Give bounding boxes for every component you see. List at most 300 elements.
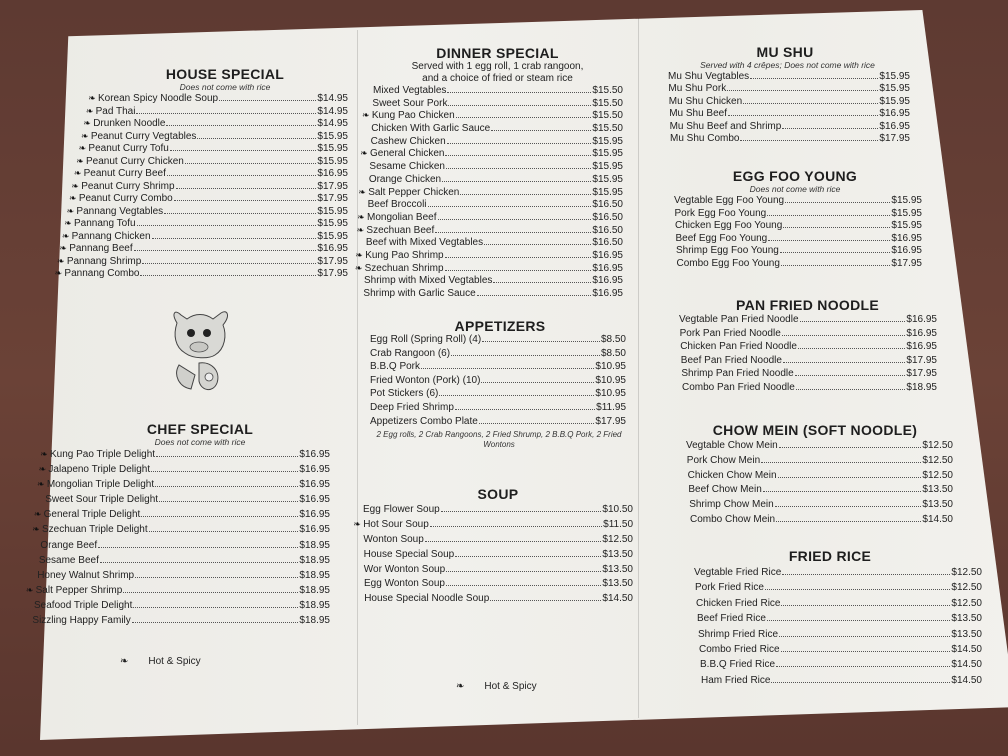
menu-item-name: House Special Soup <box>363 548 455 560</box>
menu-item <box>356 199 623 212</box>
fried-rice-list <box>694 567 982 690</box>
menu-item-price: $16.95 <box>592 262 623 274</box>
menu-item-name: Fried Wonton (Pork) (10) <box>370 374 481 386</box>
dot-leader <box>445 257 592 258</box>
dinner-special-description-line1: Served with 1 egg roll, 1 crab rangoon, <box>411 61 584 72</box>
dot-leader <box>795 375 906 376</box>
dot-leader <box>98 547 298 548</box>
menu-item <box>675 220 922 233</box>
menu-item-name: Sesame Beef <box>38 554 99 566</box>
menu-item-price: $15.95 <box>592 186 623 198</box>
menu-item-price: $18.95 <box>299 539 330 551</box>
dot-leader <box>767 620 950 621</box>
menu-item-name: Szechuan Shrimp <box>364 262 444 274</box>
hot-spicy-icon: ❧ <box>54 268 63 278</box>
menu-item-price: $18.95 <box>299 554 330 566</box>
dot-leader <box>445 155 591 156</box>
chef-special-list <box>25 449 330 630</box>
menu-item <box>674 195 922 208</box>
dot-leader <box>776 666 950 667</box>
menu-item-name: Peanut Curry Shrimp <box>81 180 175 192</box>
hot-spicy-icon: ❧ <box>354 262 363 273</box>
menu-item-name: Ham Fried Rice <box>701 674 771 686</box>
menu-item-name: Chicken Fried Rice <box>696 597 781 609</box>
menu-item <box>36 464 330 479</box>
menu-item-price: $8.50 <box>600 334 626 345</box>
hot-spicy-icon: ❧ <box>38 464 47 475</box>
dot-leader <box>164 213 316 214</box>
egg-foo-young-list <box>674 195 922 271</box>
menu-item-price: $16.95 <box>906 314 937 325</box>
menu-item-name: Chicken With Garlic Sauce <box>371 123 491 135</box>
dot-leader <box>796 389 906 390</box>
menu-item-name: Egg Wonton Soup <box>364 578 445 590</box>
menu-item-price: $16.95 <box>879 108 910 120</box>
pan-fried-noodle-title: PAN FRIED NOODLE <box>736 297 879 313</box>
dot-leader <box>435 232 591 233</box>
menu-item <box>370 416 626 430</box>
menu-item <box>668 71 910 83</box>
menu-item-name: Combo Fried Rice <box>699 643 780 655</box>
menu-item-name: Sesame Chicken <box>369 161 445 173</box>
menu-item-price: $14.95 <box>317 93 348 104</box>
hot-spicy-icon: ❧ <box>78 143 87 153</box>
menu-item-price: $15.95 <box>891 220 922 232</box>
menu-item-price: $16.95 <box>299 524 330 536</box>
menu-item <box>52 268 348 281</box>
menu-item-price: $18.95 <box>906 381 937 393</box>
dot-leader <box>170 150 317 151</box>
menu-item-name: Egg Flower Soup <box>363 504 440 515</box>
dot-leader <box>743 103 878 104</box>
dot-leader <box>141 516 298 517</box>
hot-spicy-icon: ❧ <box>357 211 365 222</box>
menu-item-price: $14.50 <box>922 513 953 525</box>
menu-item <box>81 118 348 131</box>
menu-item-price: $16.95 <box>299 509 330 521</box>
menu-item-name: Szechuan Beef <box>366 224 435 236</box>
menu-item-price: $13.50 <box>602 548 633 560</box>
soup-title: SOUP <box>477 486 519 502</box>
menu-item <box>370 334 626 348</box>
menu-item-name: Kung Pao Chicken <box>371 110 455 122</box>
menu-item <box>675 208 923 221</box>
menu-item-price: $16.95 <box>299 449 330 460</box>
hot-spicy-icon: ❧ <box>40 449 48 459</box>
chow-mein-list <box>686 440 953 529</box>
dot-leader <box>156 456 298 457</box>
menu-item <box>370 402 626 416</box>
menu-item <box>25 570 330 585</box>
dot-leader <box>768 240 890 241</box>
menu-item-price: $10.95 <box>595 388 626 400</box>
menu-item-price: $14.50 <box>951 643 982 655</box>
menu-item-name: Beef Broccoli <box>367 199 427 211</box>
dot-leader <box>455 409 595 410</box>
house-special-subtitle: Does not come with rice <box>179 82 271 92</box>
dot-leader <box>785 202 890 203</box>
hot-spicy-icon: ❧ <box>37 479 45 490</box>
menu-item-price: $11.95 <box>596 401 626 413</box>
menu-item <box>670 133 910 145</box>
menu-item-price: $15.50 <box>592 97 623 109</box>
menu-item <box>670 121 910 133</box>
mu-shu-list <box>668 71 910 145</box>
menu-item-name: Chicken Chow Mein <box>687 469 777 481</box>
hot-spicy-icon: ❧ <box>64 218 72 228</box>
dot-leader <box>446 571 601 572</box>
dot-leader <box>798 348 905 349</box>
dot-leader <box>779 447 922 448</box>
menu-item-name: Mu Shu Combo <box>670 132 740 144</box>
dot-leader <box>776 521 921 522</box>
menu-item <box>76 143 348 156</box>
menu-item <box>676 233 923 246</box>
hot-spicy-icon: ❧ <box>81 130 89 141</box>
hot-spicy-icon: ❧ <box>88 93 96 103</box>
menu-item-price: $18.95 <box>299 584 330 596</box>
soup-list <box>351 504 633 608</box>
menu-item-price: $15.95 <box>879 95 910 107</box>
menu-item <box>676 245 922 258</box>
dot-leader <box>781 605 950 606</box>
menu-item-name: Seafood Triple Delight <box>34 599 133 611</box>
menu-item-name: Shrimp Fried Rice <box>698 628 779 640</box>
menu-item-name: Honey Walnut Shrimp <box>37 569 135 581</box>
menu-item <box>30 524 330 539</box>
menu-item-price: $16.95 <box>879 120 910 132</box>
menu-item <box>353 263 623 276</box>
menu-item-price: $12.50 <box>922 454 953 466</box>
fold-line-left <box>357 30 358 725</box>
menu-item <box>354 237 623 250</box>
menu-item-price: $18.95 <box>299 569 330 581</box>
dot-leader <box>100 562 299 563</box>
hot-spicy-icon: ❧ <box>71 180 79 191</box>
menu-item <box>700 659 982 674</box>
dot-leader <box>421 368 594 369</box>
dot-leader <box>176 188 317 189</box>
menu-item <box>35 479 330 494</box>
menu-item-price: $15.50 <box>592 123 623 135</box>
menu-item <box>57 243 348 256</box>
menu-item <box>680 328 937 342</box>
menu-item-name: Hot Sour Soup <box>363 518 429 530</box>
menu-item <box>694 567 982 582</box>
menu-item-price: $16.50 <box>592 211 623 223</box>
menu-item-price: $17.95 <box>879 132 910 144</box>
chef-special-subtitle: Does not come with rice <box>154 437 246 447</box>
appetizers-combo-note <box>365 430 633 450</box>
hot-spicy-icon: ❧ <box>360 148 368 159</box>
dot-leader <box>447 92 591 93</box>
menu-item <box>86 93 348 106</box>
menu-item <box>351 504 633 519</box>
dot-leader <box>439 395 594 396</box>
dot-leader <box>761 462 921 463</box>
menu-item-name: Salt Pepper Shrimp <box>35 584 123 596</box>
menu-item-price: $16.95 <box>299 479 330 491</box>
mu-shu-title: MU SHU <box>756 44 814 60</box>
menu-item-price: $12.50 <box>602 533 633 545</box>
menu-item <box>351 534 633 549</box>
menu-item-name: General Triple Delight <box>43 509 141 521</box>
menu-item <box>681 355 937 369</box>
menu-item <box>352 593 633 608</box>
dot-leader <box>136 113 316 114</box>
appetizers-title: APPETIZERS <box>454 318 546 334</box>
dinner-special-description-line2: and a choice of fried or steam rice <box>422 73 573 84</box>
menu-item-name: Pannang Combo <box>64 268 140 279</box>
menu-item <box>354 225 623 238</box>
menu-item <box>680 341 937 355</box>
menu-item <box>682 382 937 396</box>
menu-item-price: $14.50 <box>951 674 982 686</box>
menu-item-price: $15.95 <box>592 148 623 160</box>
dot-leader <box>425 541 602 542</box>
menu-item <box>352 564 633 579</box>
dot-leader <box>781 651 951 652</box>
menu-item <box>67 193 348 206</box>
chef-special-title: CHEF SPECIAL <box>146 421 254 437</box>
menu-item-price: $15.95 <box>592 161 623 173</box>
hot-spicy-icon: ❧ <box>85 105 94 116</box>
dot-leader <box>155 486 298 487</box>
menu-item-name: Beef Fried Rice <box>697 613 766 625</box>
menu-item-name: Szechuan Triple Delight <box>42 524 148 536</box>
menu-item <box>55 256 348 269</box>
dot-leader <box>442 181 591 182</box>
menu-item-price: $15.95 <box>592 135 623 147</box>
menu-item-price: $16.95 <box>592 249 623 261</box>
dot-leader <box>159 501 298 502</box>
menu-item <box>688 470 953 485</box>
menu-item-name: Sweet Sour Triple Delight <box>45 494 159 506</box>
menu-item-price: $13.50 <box>951 613 982 625</box>
menu-item-price: $17.95 <box>906 368 937 380</box>
menu-item <box>679 314 937 328</box>
dot-leader <box>765 589 951 590</box>
menu-item-name: Kung Pao Triple Delight <box>50 449 156 460</box>
menu-item-name: Mu Shu Chicken <box>668 95 743 107</box>
menu-item-name: Mu Shu Beef <box>669 108 727 120</box>
menu-item <box>361 85 623 98</box>
bull-mascot-illustration <box>165 305 235 395</box>
dot-leader <box>782 335 906 336</box>
hot-spicy-icon: ❧ <box>61 230 70 241</box>
menu-item-name: Orange Beef <box>40 539 98 551</box>
menu-item <box>64 206 348 219</box>
menu-item-name: Shrimp Pan Fried Noodle <box>681 368 794 380</box>
dot-leader <box>782 128 878 129</box>
dot-leader <box>778 477 922 478</box>
appetizers-combo-note-line1: 2 Egg rolls, 2 Crab Rangoons, 2 Fried Shrump, 2 B.B.Q Pork, 2 Fried <box>376 430 622 439</box>
menu-item-price: $13.50 <box>922 499 953 511</box>
menu-item-price: $17.95 <box>317 255 348 267</box>
menu-item-name: Pannang Tofu <box>74 218 136 229</box>
dot-leader <box>451 355 600 356</box>
menu-item-name: Shrimp Chow Mein <box>689 499 774 511</box>
menu-item <box>357 161 623 174</box>
hot-spicy-icon: ❧ <box>59 243 67 253</box>
dot-leader <box>460 194 591 195</box>
menu-item-name: Vegtable Egg Foo Young <box>674 195 785 206</box>
menu-item-name: Pork Fried Rice <box>695 582 764 594</box>
menu-item-price: $15.95 <box>891 195 922 206</box>
menu-item-price: $15.95 <box>317 218 348 229</box>
menu-item-price: $13.50 <box>951 628 982 640</box>
menu-item <box>358 148 623 161</box>
dot-leader <box>740 140 878 141</box>
egg-foo-young-subtitle: Does not come with rice <box>749 184 841 194</box>
hot-spicy-icon: ❧ <box>362 110 370 121</box>
dot-leader <box>132 622 299 623</box>
dot-leader <box>477 295 592 296</box>
menu-item-name: Vegtable Chow Mein <box>686 440 778 451</box>
menu-item-name: Deep Fried Shrimp <box>370 401 454 413</box>
menu-item-price: $18.95 <box>299 615 330 627</box>
dot-leader <box>123 592 298 593</box>
menu-item-name: Peanut Curry Tofu <box>88 143 169 154</box>
menu-item <box>20 615 330 630</box>
menu-item <box>698 629 982 644</box>
hot-spicy-icon: ❧ <box>33 509 42 520</box>
menu-item-price: $15.95 <box>317 143 348 154</box>
hot-spicy-icon: ❧ <box>355 249 363 260</box>
dot-leader <box>448 105 591 106</box>
menu-item-price: $16.95 <box>317 243 348 254</box>
dot-leader <box>455 556 601 557</box>
menu-item <box>357 174 623 187</box>
menu-item-name: General Chicken <box>370 148 445 160</box>
menu-item-name: Combo Egg Foo Young <box>676 257 780 269</box>
menu-item-name: Shrimp with Garlic Sauce <box>363 288 476 299</box>
pan-fried-noodle-list <box>679 314 937 396</box>
menu-item-price: $15.50 <box>592 85 623 96</box>
menu-item-price: $17.95 <box>317 180 348 192</box>
menu-item-name: Salt Pepper Chicken <box>368 186 460 198</box>
menu-item-price: $15.95 <box>879 71 910 82</box>
dot-leader <box>484 244 591 245</box>
menu-item-name: House Special Noodle Soup <box>364 593 490 605</box>
menu-item-name: Crab Rangoon (6) <box>370 347 451 359</box>
dinner-special-list <box>354 85 623 301</box>
dot-leader <box>447 143 592 144</box>
menu-item-name: Peanut Curry Combo <box>78 193 173 204</box>
menu-item-price: $12.50 <box>922 440 953 451</box>
appetizers-combo-note-line2: Wontons <box>483 440 515 449</box>
menu-item-name: Mongolian Beef <box>367 211 437 223</box>
menu-item-price: $16.95 <box>891 245 922 257</box>
menu-item-name: Pannang Vegtables <box>76 205 164 217</box>
menu-item-price: $10.95 <box>595 374 626 386</box>
menu-item-name: Pad Thai <box>95 105 136 117</box>
dot-leader <box>134 250 317 251</box>
dot-leader <box>779 636 950 637</box>
menu-item-price: $16.95 <box>299 464 330 476</box>
menu-item-price: $15.95 <box>317 230 348 242</box>
dot-leader <box>783 362 905 363</box>
dot-leader <box>783 227 890 228</box>
menu-item <box>352 549 633 564</box>
menu-item-name: Pannang Shrimp <box>66 255 142 267</box>
menu-item-name: Peanut Curry Vegtables <box>90 130 197 142</box>
menu-item-name: Pannang Beef <box>69 243 133 254</box>
menu-item <box>360 110 623 123</box>
menu-item-name: Kung Pao Shrimp <box>365 249 444 261</box>
menu-item-name: Peanut Curry Chicken <box>86 155 184 167</box>
hot-spicy-icon: ❧ <box>69 193 77 203</box>
hot-spicy-legend-label-middle: Hot & Spicy <box>484 681 537 692</box>
menu-item-name: Pork Chow Mein <box>686 454 761 466</box>
menu-item-name: Egg Roll (Spring Roll) (4) <box>370 334 482 345</box>
menu-item-price: $16.95 <box>299 494 330 506</box>
menu-item-name: Korean Spicy Noodle Soup <box>98 93 219 104</box>
menu-item-name: Beef with Mixed Vegtables <box>365 237 484 249</box>
menu-item <box>697 613 982 628</box>
menu-item <box>687 455 953 470</box>
menu-item-name: Beef Egg Foo Young <box>675 232 768 244</box>
menu-item-price: $18.95 <box>299 599 330 611</box>
menu-item-price: $15.95 <box>879 83 910 95</box>
dot-leader <box>219 100 316 101</box>
menu-item-price: $15.95 <box>317 205 348 217</box>
menu-item-name: Cashew Chicken <box>370 135 446 147</box>
dot-leader <box>456 117 592 118</box>
menu-item-price: $16.50 <box>592 224 623 236</box>
menu-item-price: $16.95 <box>317 168 348 179</box>
menu-item-price: $17.95 <box>317 193 348 204</box>
menu-item-price: $14.95 <box>317 118 348 129</box>
menu-item-name: Sizzling Happy Family <box>32 615 131 627</box>
menu-item-price: $17.95 <box>595 415 626 427</box>
dot-leader <box>430 526 602 527</box>
fried-rice-title: FRIED RICE <box>788 548 872 564</box>
menu-item-price: $14.95 <box>317 105 348 117</box>
menu-item-price: $16.95 <box>906 341 937 353</box>
menu-item-name: Beef Pan Fried Noodle <box>680 354 782 366</box>
dot-leader <box>491 130 591 131</box>
menu-item <box>681 368 937 382</box>
menu-item-price: $16.95 <box>592 275 623 287</box>
menu-item <box>69 181 348 194</box>
menu-item <box>370 348 626 362</box>
menu-item-price: $15.95 <box>592 173 623 185</box>
menu-item <box>701 675 982 690</box>
menu-item-name: Beef Chow Mein <box>688 484 762 496</box>
menu-item-name: B.B.Q Fried Rice <box>700 659 776 671</box>
dot-leader <box>133 607 298 608</box>
menu-item-price: $17.95 <box>317 268 348 279</box>
menu-item-price: $14.50 <box>602 593 633 605</box>
menu-item <box>668 83 910 95</box>
dot-leader <box>152 238 317 239</box>
menu-item <box>690 514 953 529</box>
menu-item <box>370 388 626 402</box>
menu-item <box>74 156 348 169</box>
menu-item-price: $10.50 <box>602 504 633 515</box>
dot-leader <box>767 215 890 216</box>
dot-leader <box>137 225 317 226</box>
menu-item-name: Chicken Egg Foo Young <box>675 220 783 232</box>
menu-item-name: Shrimp Egg Foo Young <box>676 245 779 257</box>
menu-item <box>370 375 626 389</box>
menu-item-name: Mu Shu Vegtables <box>668 71 750 82</box>
menu-item-price: $15.50 <box>592 110 623 122</box>
menu-item <box>24 585 330 600</box>
hot-spicy-legend-left <box>120 656 201 667</box>
egg-foo-young-title: EGG FOO YOUNG <box>732 168 858 184</box>
